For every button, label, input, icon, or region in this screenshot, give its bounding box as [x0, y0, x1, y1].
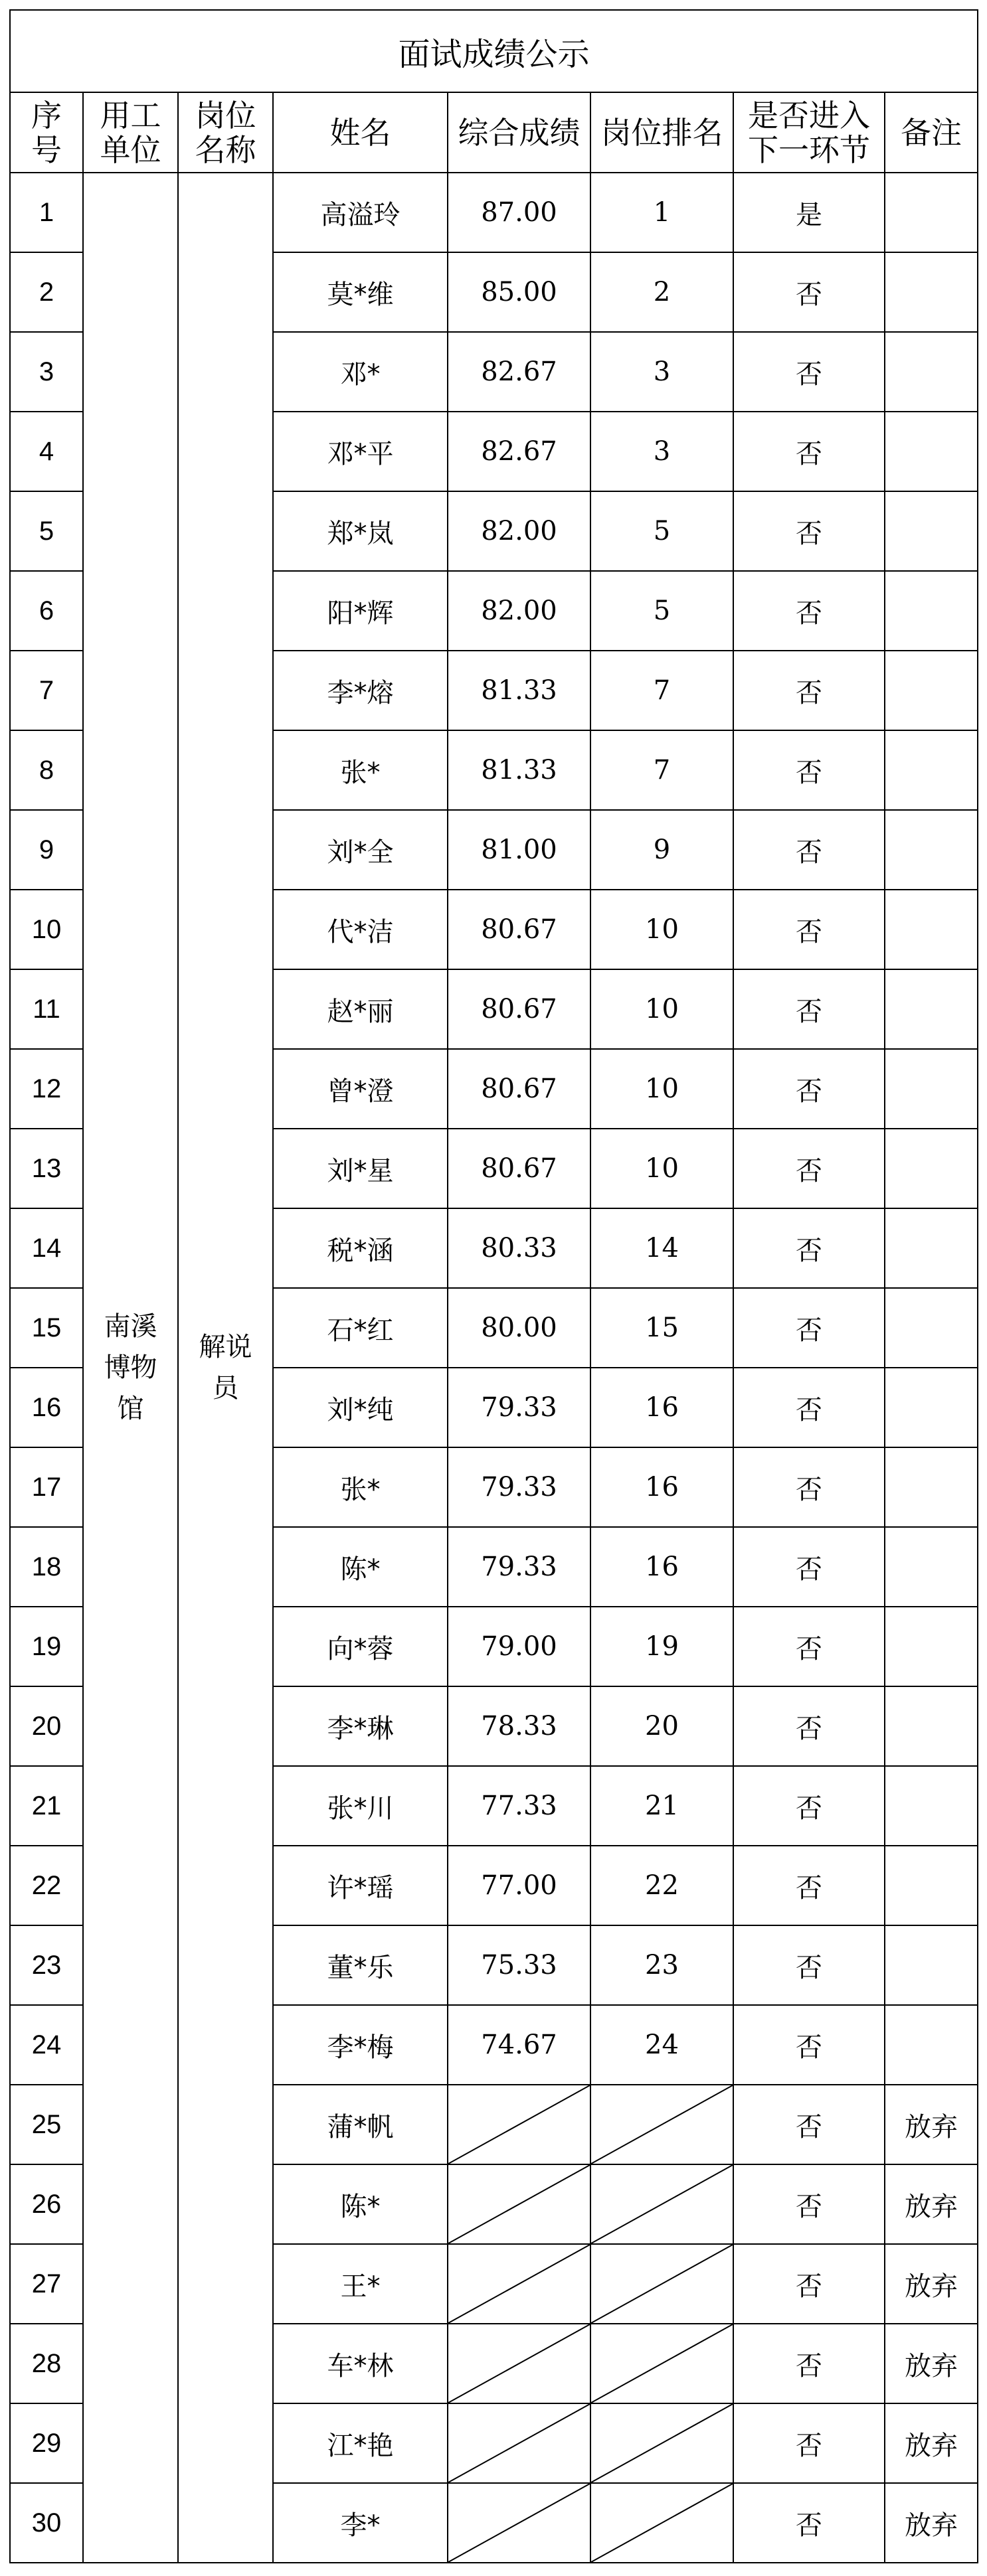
row-advance: 否 [733, 2005, 885, 2085]
row-rank: 14 [590, 1208, 733, 1288]
table-row [10, 173, 978, 252]
row-remark [885, 491, 978, 571]
row-seq: 12 [10, 1049, 83, 1129]
row-seq: 22 [10, 1846, 83, 1925]
row-rank-empty [590, 2085, 733, 2164]
row-name: 税*涵 [273, 1208, 448, 1288]
row-score: 80.67 [448, 1049, 590, 1129]
row-score-empty [448, 2164, 590, 2244]
row-remark [885, 1049, 978, 1129]
row-remark [885, 1527, 978, 1607]
row-score-empty [448, 2085, 590, 2164]
header-name: 姓名 [273, 92, 448, 173]
row-rank: 5 [590, 571, 733, 651]
row-rank: 16 [590, 1527, 733, 1607]
row-rank: 7 [590, 730, 733, 810]
row-seq: 28 [10, 2324, 83, 2403]
row-advance: 否 [733, 1527, 885, 1607]
table-title: 面试成绩公示 [10, 10, 978, 92]
row-score: 85.00 [448, 252, 590, 332]
row-score: 77.00 [448, 1846, 590, 1925]
row-remark [885, 651, 978, 730]
row-seq: 27 [10, 2244, 83, 2324]
row-remark [885, 1925, 978, 2005]
row-advance: 否 [733, 2403, 885, 2483]
row-name: 刘*纯 [273, 1368, 448, 1447]
row-seq: 7 [10, 651, 83, 730]
row-name: 代*洁 [273, 890, 448, 969]
row-advance: 否 [733, 1368, 885, 1447]
row-score-empty [448, 2403, 590, 2483]
row-score: 80.67 [448, 890, 590, 969]
row-name: 郑*岚 [273, 491, 448, 571]
row-name: 张*川 [273, 1766, 448, 1846]
row-seq: 17 [10, 1447, 83, 1527]
row-rank: 23 [590, 1925, 733, 2005]
row-remark [885, 1447, 978, 1527]
row-advance: 否 [733, 1686, 885, 1766]
row-remark [885, 571, 978, 651]
row-name: 李*琳 [273, 1686, 448, 1766]
row-score: 77.33 [448, 1766, 590, 1846]
row-score: 81.33 [448, 730, 590, 810]
row-rank-empty [590, 2164, 733, 2244]
row-rank: 16 [590, 1447, 733, 1527]
row-score: 79.33 [448, 1447, 590, 1527]
row-advance: 否 [733, 571, 885, 651]
row-remark [885, 969, 978, 1049]
row-name: 张* [273, 730, 448, 810]
row-score: 79.33 [448, 1527, 590, 1607]
row-name: 刘*全 [273, 810, 448, 890]
header-unit [83, 92, 178, 173]
row-remark: 放弃 [885, 2324, 978, 2403]
position-cell [178, 173, 273, 2563]
header-advance-line2: 下一环节 [748, 131, 870, 168]
row-remark [885, 1607, 978, 1686]
row-rank: 3 [590, 412, 733, 491]
diagonal-slash [448, 2165, 590, 2243]
header-seq-line1: 序 [31, 97, 62, 133]
row-rank: 10 [590, 890, 733, 969]
diagonal-slash [448, 2245, 590, 2323]
position-line: 员 [212, 1373, 239, 1404]
row-name: 王* [273, 2244, 448, 2324]
row-advance: 否 [733, 2085, 885, 2164]
unit-cell [83, 173, 178, 2563]
row-remark: 放弃 [885, 2164, 978, 2244]
row-rank: 7 [590, 651, 733, 730]
row-score: 75.33 [448, 1925, 590, 2005]
row-remark [885, 173, 978, 252]
row-name: 张* [273, 1447, 448, 1527]
row-score: 81.00 [448, 810, 590, 890]
row-advance: 否 [733, 969, 885, 1049]
row-advance: 否 [733, 1129, 885, 1208]
row-name: 邓*平 [273, 412, 448, 491]
row-seq: 19 [10, 1607, 83, 1686]
row-seq: 5 [10, 491, 83, 571]
row-advance: 否 [733, 2244, 885, 2324]
row-seq: 2 [10, 252, 83, 332]
row-remark [885, 1766, 978, 1846]
row-seq: 8 [10, 730, 83, 810]
row-score-empty [448, 2324, 590, 2403]
row-remark [885, 810, 978, 890]
row-advance: 否 [733, 651, 885, 730]
row-advance: 否 [733, 2483, 885, 2563]
header-position-line2: 名称 [195, 131, 256, 168]
row-advance: 否 [733, 1925, 885, 2005]
row-seq: 23 [10, 1925, 83, 2005]
row-score: 80.67 [448, 969, 590, 1049]
row-seq: 13 [10, 1129, 83, 1208]
row-score: 82.00 [448, 571, 590, 651]
row-remark: 放弃 [885, 2403, 978, 2483]
row-score: 81.33 [448, 651, 590, 730]
row-rank: 3 [590, 332, 733, 412]
diagonal-slash [591, 2085, 733, 2164]
row-name: 曾*澄 [273, 1049, 448, 1129]
row-seq: 3 [10, 332, 83, 412]
row-advance: 否 [733, 730, 885, 810]
row-remark [885, 2005, 978, 2085]
row-name: 李* [273, 2483, 448, 2563]
row-rank: 16 [590, 1368, 733, 1447]
row-rank: 19 [590, 1607, 733, 1686]
row-seq: 18 [10, 1527, 83, 1607]
row-advance: 否 [733, 1607, 885, 1686]
row-seq: 20 [10, 1686, 83, 1766]
header-remark: 备注 [885, 92, 978, 173]
row-score: 82.00 [448, 491, 590, 571]
row-seq: 11 [10, 969, 83, 1049]
row-name: 莫*维 [273, 252, 448, 332]
row-advance: 否 [733, 1447, 885, 1527]
row-rank: 2 [590, 252, 733, 332]
row-rank: 10 [590, 1129, 733, 1208]
position-line: 解说 [199, 1332, 252, 1362]
row-name: 许*瑶 [273, 1846, 448, 1925]
row-name: 车*林 [273, 2324, 448, 2403]
unit-line: 馆 [117, 1394, 144, 1424]
row-advance: 否 [733, 890, 885, 969]
row-advance: 否 [733, 252, 885, 332]
row-rank: 5 [590, 491, 733, 571]
row-remark [885, 890, 978, 969]
row-rank: 10 [590, 1049, 733, 1129]
row-rank: 22 [590, 1846, 733, 1925]
row-name: 李*梅 [273, 2005, 448, 2085]
row-seq: 16 [10, 1368, 83, 1447]
header-seq-line2: 号 [31, 131, 62, 168]
row-seq: 15 [10, 1288, 83, 1368]
row-name: 刘*星 [273, 1129, 448, 1208]
row-seq: 10 [10, 890, 83, 969]
row-name: 陈* [273, 1527, 448, 1607]
results-table [9, 9, 978, 2563]
row-name: 陈* [273, 2164, 448, 2244]
row-advance: 否 [733, 810, 885, 890]
header-position [178, 92, 273, 173]
header-row [10, 92, 978, 173]
row-remark [885, 1208, 978, 1288]
row-remark: 放弃 [885, 2244, 978, 2324]
row-score: 82.67 [448, 412, 590, 491]
row-advance: 否 [733, 2164, 885, 2244]
diagonal-slash [591, 2165, 733, 2243]
row-name: 邓* [273, 332, 448, 412]
row-name: 董*乐 [273, 1925, 448, 2005]
header-seq [10, 92, 83, 173]
row-score: 79.00 [448, 1607, 590, 1686]
row-seq: 6 [10, 571, 83, 651]
row-advance: 否 [733, 332, 885, 412]
row-name: 阳*辉 [273, 571, 448, 651]
header-advance-line1: 是否进入 [748, 97, 870, 133]
row-score: 80.33 [448, 1208, 590, 1288]
diagonal-slash [448, 2484, 590, 2562]
row-remark [885, 412, 978, 491]
row-name: 江*艳 [273, 2403, 448, 2483]
diagonal-slash [448, 2404, 590, 2482]
header-unit-line1: 用工 [100, 97, 161, 133]
diagonal-slash [591, 2404, 733, 2482]
row-advance: 否 [733, 2324, 885, 2403]
row-remark [885, 1368, 978, 1447]
row-rank-empty [590, 2483, 733, 2563]
row-rank: 20 [590, 1686, 733, 1766]
row-seq: 30 [10, 2483, 83, 2563]
header-rank: 岗位排名 [590, 92, 733, 173]
row-rank-empty [590, 2324, 733, 2403]
header-unit-line2: 单位 [100, 131, 161, 168]
row-score: 79.33 [448, 1368, 590, 1447]
row-advance: 否 [733, 1288, 885, 1368]
row-remark [885, 1846, 978, 1925]
row-rank: 21 [590, 1766, 733, 1846]
row-advance: 否 [733, 1049, 885, 1129]
row-name: 李*熔 [273, 651, 448, 730]
row-rank: 1 [590, 173, 733, 252]
header-score: 综合成绩 [448, 92, 590, 173]
row-remark [885, 1288, 978, 1368]
row-score: 80.67 [448, 1129, 590, 1208]
row-advance: 否 [733, 412, 885, 491]
row-seq: 26 [10, 2164, 83, 2244]
row-rank: 24 [590, 2005, 733, 2085]
row-name: 赵*丽 [273, 969, 448, 1049]
row-advance: 否 [733, 1208, 885, 1288]
row-advance: 是 [733, 173, 885, 252]
row-seq: 25 [10, 2085, 83, 2164]
row-remark [885, 252, 978, 332]
row-score-empty [448, 2483, 590, 2563]
row-rank-empty [590, 2403, 733, 2483]
row-remark [885, 730, 978, 810]
diagonal-slash [591, 2324, 733, 2403]
row-remark: 放弃 [885, 2483, 978, 2563]
row-seq: 9 [10, 810, 83, 890]
diagonal-slash [448, 2324, 590, 2403]
row-remark [885, 332, 978, 412]
row-advance: 否 [733, 1766, 885, 1846]
row-score: 78.33 [448, 1686, 590, 1766]
row-score: 87.00 [448, 173, 590, 252]
row-seq: 21 [10, 1766, 83, 1846]
row-advance: 否 [733, 1846, 885, 1925]
row-name: 高溢玲 [273, 173, 448, 252]
diagonal-slash [448, 2085, 590, 2164]
row-seq: 4 [10, 412, 83, 491]
row-remark [885, 1686, 978, 1766]
row-advance: 否 [733, 491, 885, 571]
diagonal-slash [591, 2484, 733, 2562]
row-seq: 29 [10, 2403, 83, 2483]
row-rank: 9 [590, 810, 733, 890]
row-remark: 放弃 [885, 2085, 978, 2164]
row-rank-empty [590, 2244, 733, 2324]
unit-line: 南溪 [104, 1311, 157, 1342]
header-position-line1: 岗位 [195, 97, 256, 133]
row-seq: 14 [10, 1208, 83, 1288]
row-name: 石*红 [273, 1288, 448, 1368]
row-seq: 1 [10, 173, 83, 252]
row-score-empty [448, 2244, 590, 2324]
row-rank: 10 [590, 969, 733, 1049]
row-score: 80.00 [448, 1288, 590, 1368]
unit-line: 博物 [104, 1352, 157, 1383]
row-name: 向*蓉 [273, 1607, 448, 1686]
row-seq: 24 [10, 2005, 83, 2085]
header-advance [733, 92, 885, 173]
row-score: 74.67 [448, 2005, 590, 2085]
row-name: 蒲*帆 [273, 2085, 448, 2164]
row-remark [885, 1129, 978, 1208]
row-rank: 15 [590, 1288, 733, 1368]
row-score: 82.67 [448, 332, 590, 412]
title-row [10, 10, 978, 92]
diagonal-slash [591, 2245, 733, 2323]
